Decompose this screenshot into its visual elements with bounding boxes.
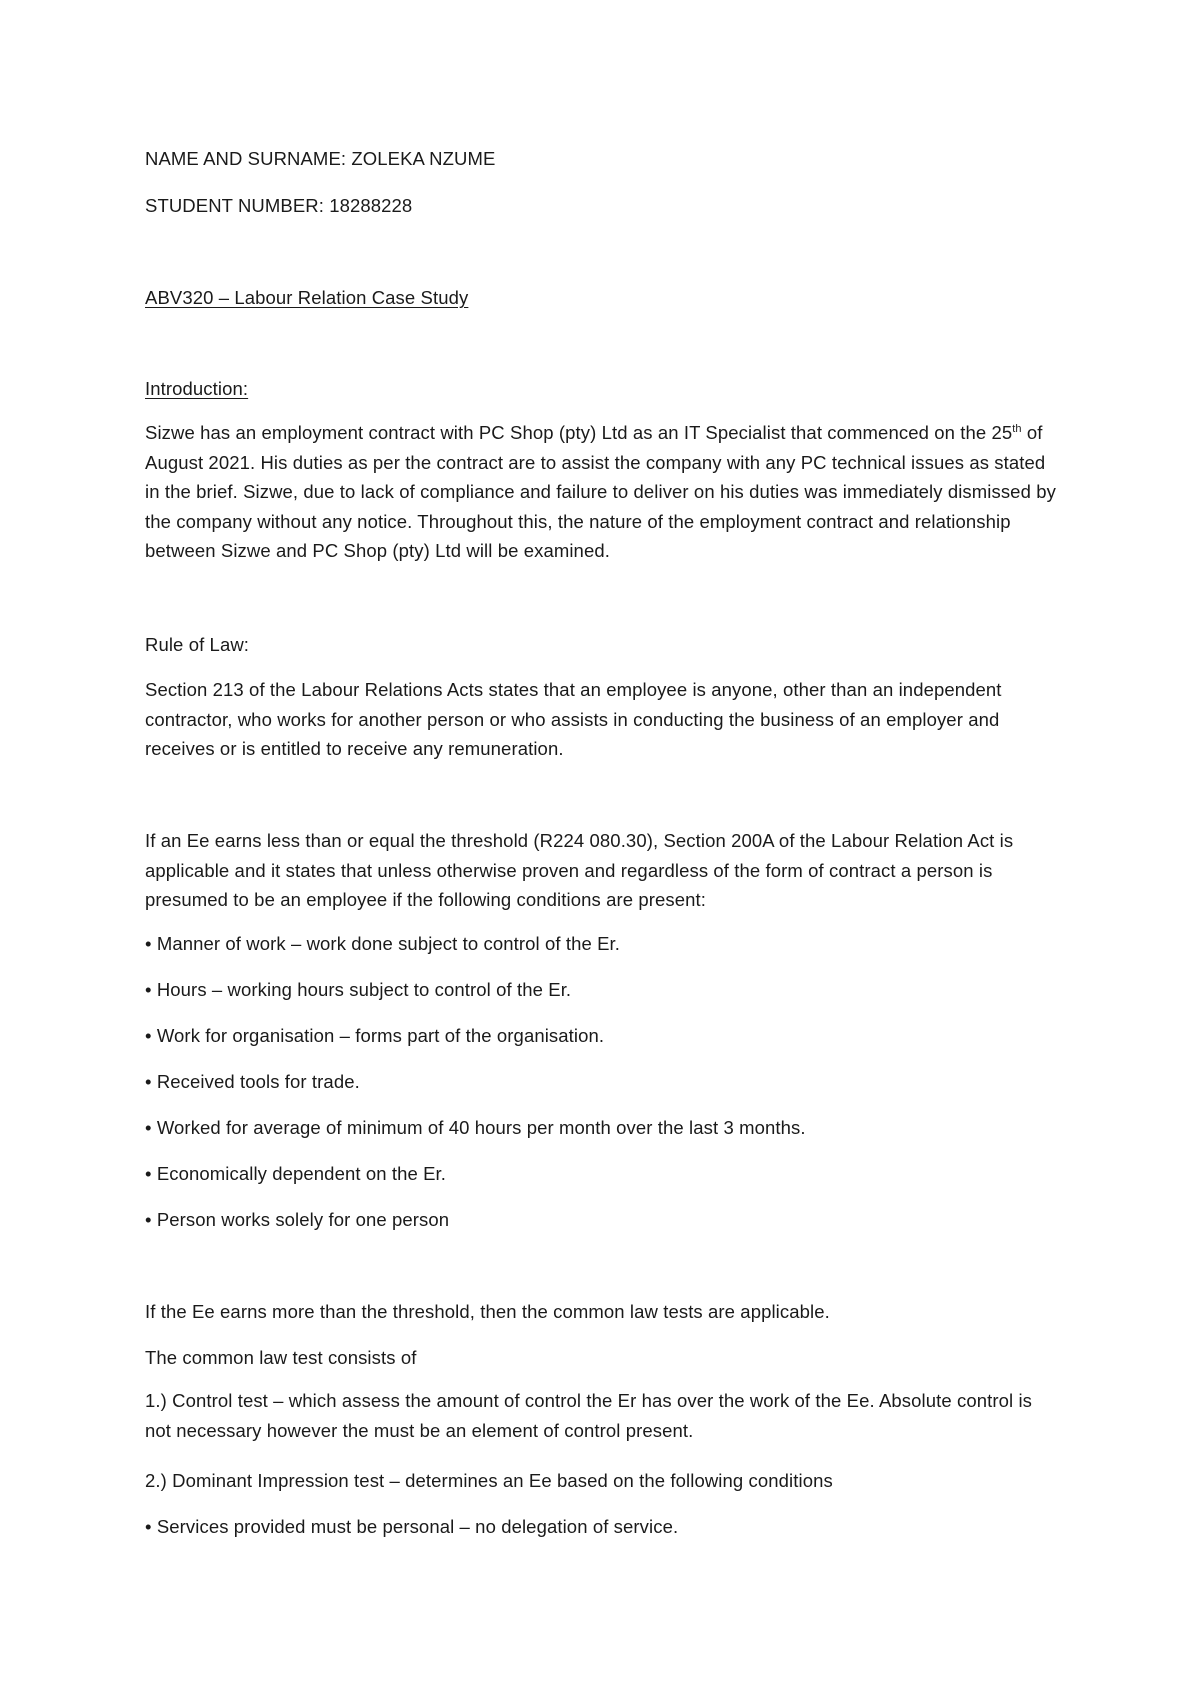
condition-item: • Manner of work – work done subject to control of the Er. xyxy=(145,933,621,954)
rule-of-law-heading: Rule of Law: xyxy=(145,634,250,655)
condition-item: • Economically dependent on the Er. xyxy=(145,1163,447,1184)
date-ordinal-suffix: th xyxy=(1012,423,1022,435)
introduction-paragraph xyxy=(145,418,1060,566)
dominant-impression-test: 2.) Dominant Impression test – determines an Ee based on the following conditions xyxy=(145,1470,833,1491)
introduction-text-b: of August 2021. His duties as per the contract are to assist the company with any PC technical issues as stated in the brief. Sizwe, due to lack of compliance and failure to deliver on his duties was immediately dismissed by the company without any notice. Throughout this, the nature of the employment contract and relationship between Sizwe and PC Shop (pty) Ltd will be examined. xyxy=(145,422,1056,561)
dominant-impression-bullet: • Services provided must be personal – no delegation of service. xyxy=(145,1516,679,1537)
condition-item: • Hours – working hours subject to control of the Er. xyxy=(145,979,572,1000)
student-number-line: STUDENT NUMBER: 18288228 xyxy=(145,195,413,216)
name-line: NAME AND SURNAME: ZOLEKA NZUME xyxy=(145,148,496,169)
condition-item: • Received tools for trade. xyxy=(145,1071,360,1092)
section-213-paragraph: Section 213 of the Labour Relations Acts states that an employee is anyone, other than an independent contractor, who works for another person or who assists in conducting the business of an employer and receives or is entitled to receive any remuneration. xyxy=(145,679,1002,759)
condition-item: • Person works solely for one person xyxy=(145,1209,450,1230)
control-test-paragraph: 1.) Control test – which assess the amount of control the Er has over the work of the Ee. Absolute control is not necessary however the must be an element of control present. xyxy=(145,1390,1033,1441)
common-law-consists: The common law test consists of xyxy=(145,1347,417,1368)
common-law-intro: If the Ee earns more than the threshold, then the common law tests are applicable. xyxy=(145,1301,830,1322)
threshold-paragraph: If an Ee earns less than or equal the threshold (R224 080.30), Section 200A of the Labour Relation Act is applicable and it states that unless otherwise proven and regardless of the form of contract a person is presumed to be an employee if the following conditions are present: xyxy=(145,830,1014,910)
introduction-heading: Introduction: xyxy=(145,378,249,399)
document-title: ABV320 – Labour Relation Case Study xyxy=(145,287,469,308)
introduction-text-a: Sizwe has an employment contract with PC Shop (pty) Ltd as an IT Specialist that commenced on the 25 xyxy=(145,422,1013,443)
condition-item: • Work for organisation – forms part of the organisation. xyxy=(145,1025,605,1046)
condition-item: • Worked for average of minimum of 40 hours per month over the last 3 months. xyxy=(145,1117,806,1138)
